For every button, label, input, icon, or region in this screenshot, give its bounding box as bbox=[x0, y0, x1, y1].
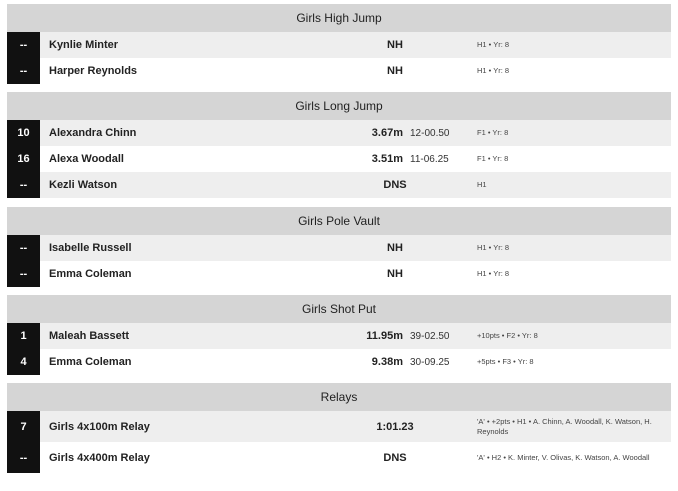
place-badge: -- bbox=[7, 235, 40, 261]
athlete-name[interactable]: Emma Coleman bbox=[49, 356, 132, 368]
place-badge: 7 bbox=[7, 411, 40, 442]
result-row[interactable] bbox=[7, 411, 671, 442]
result-mark: DNS bbox=[383, 451, 407, 464]
result-row[interactable] bbox=[7, 120, 671, 146]
relay-name[interactable]: Girls 4x400m Relay bbox=[49, 451, 150, 464]
event-section-pole-vault bbox=[7, 207, 671, 287]
event-header: Girls Long Jump bbox=[7, 92, 671, 120]
result-row[interactable] bbox=[7, 58, 671, 84]
result-row[interactable] bbox=[7, 146, 671, 172]
place-badge: -- bbox=[7, 58, 40, 84]
athlete-name[interactable]: Alexa Woodall bbox=[49, 153, 124, 165]
place-badge: -- bbox=[7, 32, 40, 58]
relay-name[interactable]: Girls 4x100m Relay bbox=[49, 420, 150, 433]
place-badge: 16 bbox=[7, 146, 40, 172]
event-section-long-jump bbox=[7, 92, 671, 198]
result-row[interactable] bbox=[7, 323, 671, 349]
event-section-shot-put bbox=[7, 295, 671, 375]
result-mark: NH bbox=[387, 268, 403, 280]
result-mark: NH bbox=[387, 39, 403, 51]
athlete-name[interactable]: Kynlie Minter bbox=[49, 39, 119, 51]
result-meta: F1 • Yr: 8 bbox=[477, 128, 509, 137]
event-header: Girls Shot Put bbox=[7, 295, 671, 323]
athlete-name[interactable]: Alexandra Chinn bbox=[49, 127, 137, 139]
result-meta: H1 • Yr: 8 bbox=[477, 40, 510, 49]
event-header: Girls Pole Vault bbox=[7, 207, 671, 235]
athlete-name[interactable]: Isabelle Russell bbox=[49, 242, 132, 254]
place-badge: -- bbox=[7, 172, 40, 198]
place-badge: 1 bbox=[7, 323, 40, 349]
converted-mark: 39-02.50 bbox=[410, 330, 450, 342]
athlete-name[interactable]: Harper Reynolds bbox=[49, 65, 138, 77]
result-meta: F1 • Yr: 8 bbox=[477, 154, 509, 163]
athlete-name[interactable]: Kezli Watson bbox=[49, 179, 118, 191]
result-meta: H1 • Yr: 8 bbox=[477, 66, 510, 75]
result-mark: DNS bbox=[383, 179, 407, 191]
result-mark: 1:01.23 bbox=[376, 420, 414, 433]
result-mark: 11.95m bbox=[366, 330, 403, 342]
event-section-relays bbox=[7, 383, 671, 473]
relay-meta: 'A' • H2 • K. Minter, V. Olivas, K. Watson, A. Woodall bbox=[477, 452, 650, 462]
place-badge: 4 bbox=[7, 349, 40, 375]
athlete-name[interactable]: Emma Coleman bbox=[49, 268, 132, 280]
result-mark: NH bbox=[387, 242, 403, 254]
result-row[interactable] bbox=[7, 261, 671, 287]
place-badge: -- bbox=[7, 442, 40, 473]
result-row[interactable] bbox=[7, 32, 671, 58]
place-badge: 10 bbox=[7, 120, 40, 146]
result-mark: NH bbox=[387, 65, 403, 77]
event-header: Girls High Jump bbox=[7, 4, 671, 32]
event-section-high-jump bbox=[7, 4, 671, 84]
result-row[interactable] bbox=[7, 349, 671, 375]
result-meta: +10pts • F2 • Yr: 8 bbox=[477, 331, 538, 340]
result-meta: H1 • Yr: 8 bbox=[477, 269, 510, 278]
result-row[interactable] bbox=[7, 442, 671, 473]
place-badge: -- bbox=[7, 261, 40, 287]
result-meta: H1 • Yr: 8 bbox=[477, 243, 510, 252]
result-meta: +5pts • F3 • Yr: 8 bbox=[477, 357, 534, 366]
athlete-name[interactable]: Maleah Bassett bbox=[49, 330, 130, 342]
result-mark: 3.67m bbox=[371, 127, 403, 139]
result-row[interactable] bbox=[7, 172, 671, 198]
converted-mark: 30-09.25 bbox=[410, 356, 450, 368]
result-mark: 3.51m bbox=[371, 153, 403, 165]
result-mark: 9.38m bbox=[371, 356, 403, 368]
converted-mark: 12-00.50 bbox=[410, 127, 450, 139]
result-row[interactable] bbox=[7, 235, 671, 261]
converted-mark: 11-06.25 bbox=[410, 153, 449, 165]
result-meta: H1 bbox=[477, 180, 487, 189]
event-header: Relays bbox=[7, 383, 671, 411]
relay-meta: 'A' • +2pts • H1 • A. Chinn, A. Woodall, K. Watson, H. Reynolds bbox=[477, 416, 652, 436]
